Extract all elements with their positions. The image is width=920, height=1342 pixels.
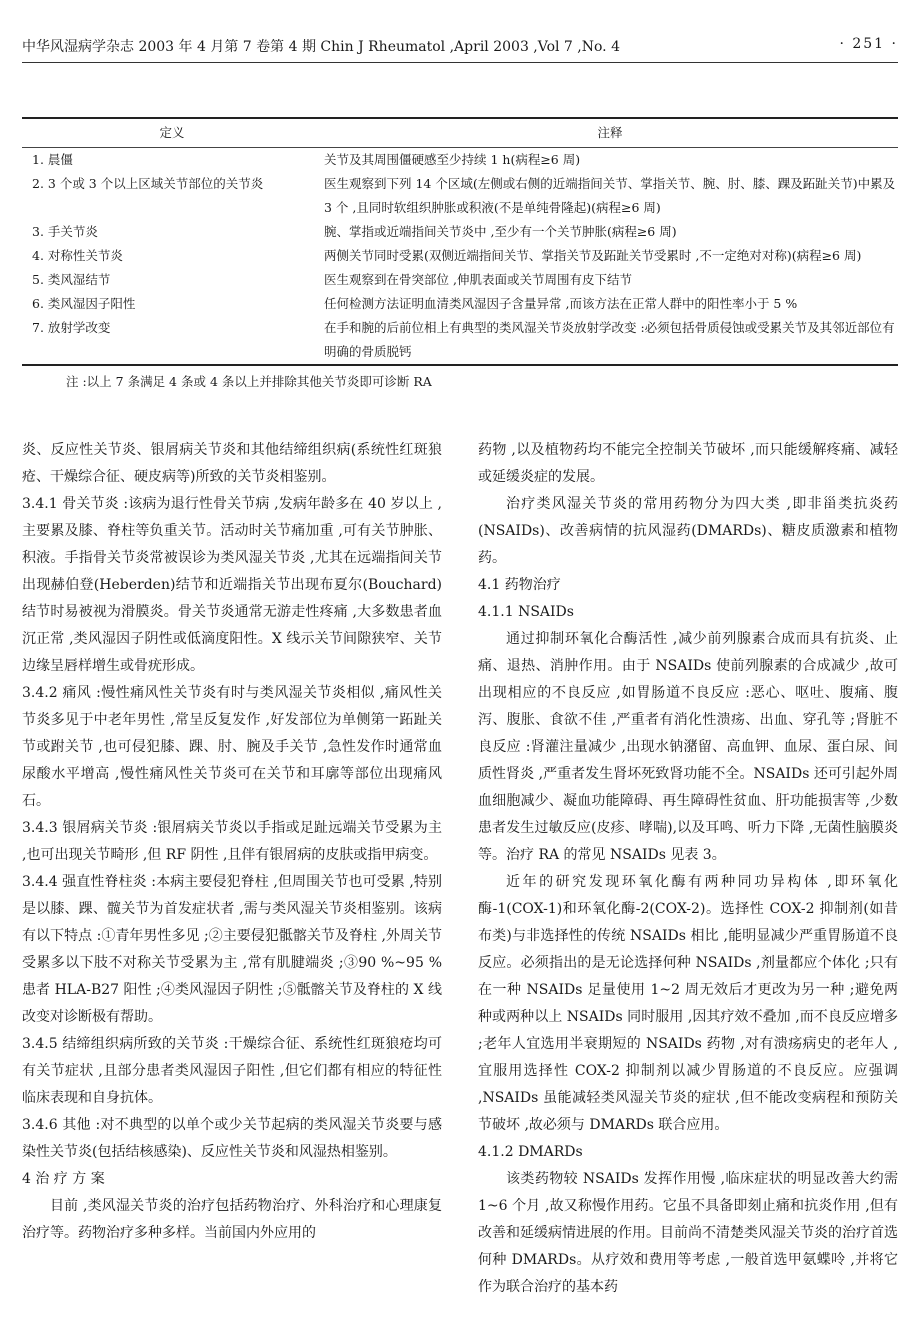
criterion-definition: 1. 晨僵 [32,152,73,167]
body-paragraph: 通过抑制环氧化合酶活性 ,减少前列腺素合成而具有抗炎、止痛、退热、消肿作用。由于 NSAIDs 使前列腺素的合成减少 ,故可出现相应的不良反应 ,如胃肠道不良反应 :恶心、呕吐、腹痛、腹泻、腹胀、食欲不佳 ,严重者有消化性溃疡、出血、穿孔等 ;肾脏不良反应 :肾灌注量减少 ,出现水钠潴留、高血钾、血尿、蛋白尿、间质性肾炎 ,严重者发生肾坏死致肾功能不全。NSAIDs 还可引起外周血细胞减少、凝血功能障碍、再生障碍性贫血、肝功能损害等 ,少数患者发生过敏反应(皮疹、哮喘),以及耳鸣、听力下降 ,无菌性脑膜炎等。治疗 RA 的常见 NSAIDs 见表 3。 [478,631,898,863]
criterion-note: 两侧关节同时受累(双侧近端指间关节、掌指关节及跖趾关节受累时 ,不一定绝对对称)(病程≥6 周) [324,248,862,263]
criterion-definition: 2. 3 个或 3 个以上区域关节部位的关节炎 [32,176,264,191]
table-footnote: 注 :以上 7 条满足 4 条或 4 条以上并排除其他关节炎即可诊断 RA [66,374,432,389]
page-number: · 251 · [839,36,898,52]
section-paragraph: 3.4.4 强直性脊柱炎 :本病主要侵犯脊柱 ,但周围关节也可受累 ,特别是以膝、踝、髋关节为首发症状者 ,需与类风湿关节炎相鉴别。该病有以下特点 :①青年男性多见 ;②主要侵犯骶髂关节及脊柱 ,外周关节受累多以下肢不对称关节受累为主 ,常有肌腱端炎 ;③90 %~95 %患者 HLA-B27 阳性 ;④类风湿因子阴性 ;⑤骶髂关节及脊柱的 X 线改变对诊断极有帮助。 [22,874,442,1025]
table-row [22,268,898,292]
criterion-definition: 5. 类风湿结节 [32,272,111,287]
left-column [22,437,442,1301]
section-paragraph: 4.1.1 NSAIDs [478,604,574,620]
table-row [22,220,898,244]
body-paragraph: 治疗类风湿关节炎的常用药物分为四大类 ,即非甾类抗炎药(NSAIDs)、改善病情的抗风湿药(DMARDs)、糖皮质激素和植物药。 [478,496,898,566]
body-paragraph: 药物 ,以及植物药均不能完全控制关节破坏 ,而只能缓解疼痛、减轻或延缓炎症的发展。 [478,442,898,485]
body-paragraph: 炎、反应性关节炎、银屑病关节炎和其他结缔组织病(系统性红斑狼疮、干燥综合征、硬皮病等)所致的关节炎相鉴别。 [22,442,442,485]
criterion-note: 医生观察到下列 14 个区域(左侧或右侧的近端指间关节、掌指关节、腕、肘、膝、踝及跖趾关节)中累及 3 个 ,且同时软组织肿胀或积液(不是单纯骨隆起)(病程≥6 周) [324,176,896,215]
section-paragraph: 4 治 疗 方 案 [22,1171,105,1187]
section-paragraph: 3.4.2 痛风 :慢性痛风性关节炎有时与类风湿关节炎相似 ,痛风性关节炎多见于中老年男性 ,常呈反复发作 ,好发部位为单侧第一跖趾关节或跗关节 ,也可侵犯膝、踝、肘、腕及手关节 ,急性发作时通常血尿酸水平增高 ,慢性痛风性关节炎可在关节和耳廓等部位出现痛风石。 [22,685,442,809]
table-row [22,244,898,268]
section-paragraph: 3.4.6 其他 :对不典型的以单个或少关节起病的类风湿关节炎要与感染性关节炎(包括结核感染)、反应性关节炎和风湿热相鉴别。 [22,1117,442,1160]
page-header [22,36,898,56]
criteria-table-block [22,117,898,392]
body-paragraph: 目前 ,类风湿关节炎的治疗包括药物治疗、外科治疗和心理康复治疗等。药物治疗多种多样。当前国内外应用的 [22,1198,442,1241]
column-header-note: 注释 [322,118,898,148]
table-row [22,292,898,316]
criterion-note: 腕、掌指或近端指间关节炎中 ,至少有一个关节肿胀(病程≥6 周) [324,224,677,239]
body-paragraph: 该类药物较 NSAIDs 发挥作用慢 ,临床症状的明显改善大约需 1~6 个月 ,故又称慢作用药。它虽不具备即刻止痛和抗炎作用 ,但有改善和延缓病情进展的作用。目前尚不清楚类风湿关节炎的治疗首选何种 DMARDs。从疗效和费用等考虑 ,一般首选甲氨蝶呤 ,并将它作为联合治疗的基本药 [478,1171,898,1295]
table-row [22,172,898,220]
section-paragraph: 3.4.1 骨关节炎 :该病为退行性骨关节病 ,发病年龄多在 40 岁以上 ,主要累及膝、脊柱等负重关节。活动时关节痛加重 ,可有关节肿胀、积液。手指骨关节炎常被误诊为类风湿关节炎 ,尤其在远端指间关节出现赫伯登(Heberden)结节和近端指关节出现布夏尔(Bouchard)结节时易被视为滑膜炎。骨关节炎通常无游走性疼痛 ,大多数患者血沉正常 ,类风湿因子阴性或低滴度阳性。X 线示关节间隙狭窄、关节边缘呈唇样增生或骨疣形成。 [22,496,442,674]
journal-citation: 中华风湿病学杂志 2003 年 4 月第 7 卷第 4 期 Chin J Rheumatol ,April 2003 ,Vol 7 ,No. 4 [22,39,620,55]
criterion-definition: 7. 放射学改变 [22,316,322,365]
header-rule [22,62,898,63]
criterion-note: 关节及其周围僵硬感至少持续 1 h(病程≥6 周) [324,152,581,167]
body-paragraph: 近年的研究发现环氧化酶有两种同功异构体 ,即环氧化酶-1(COX-1)和环氧化酶-2(COX-2)。选择性 COX-2 抑制剂(如昔布类)与非选择性的传统 NSAIDs 相比 ,能明显减少严重胃肠道不良反应。必须指出的是无论选择何种 NSAIDs ,剂量都应个体化 ;只有在一种 NSAIDs 足量使用 1~2 周无效后才更改为另一种 ;避免两种或两种以上 NSAIDs 同时服用 ,因其疗效不叠加 ,而不良反应增多 ;老年人宜选用半衰期短的 NSAIDs 药物 ,对有溃疡病史的老年人 ,宜服用选择性 COX-2 抑制剂以减少胃肠道的不良反应。应强调 ,NSAIDs 虽能减轻类风湿关节炎的症状 ,但不能改变病程和预防关节破坏 ,故必须与 DMARDs 联合应用。 [478,874,898,1133]
section-paragraph: 4.1.2 DMARDs [478,1144,583,1160]
body-columns [22,437,898,1301]
criteria-table [22,117,898,366]
section-paragraph: 4.1 药物治疗 [478,577,561,593]
table-body [22,148,898,366]
section-paragraph: 3.4.3 银屑病关节炎 :银屑病关节炎以手指或足趾远端关节受累为主 ,也可出现关节畸形 ,但 RF 阴性 ,且伴有银屑病的皮肤或指甲病变。 [22,820,442,863]
table-row [22,316,898,365]
column-header-definition: 定义 [22,118,322,148]
criterion-note: 在手和腕的后前位相上有典型的类风湿关节炎放射学改变 :必须包括骨质侵蚀或受累关节及其邻近部位有明确的骨质脱钙 [322,316,898,365]
criterion-note: 医生观察到在骨突部位 ,伸肌表面或关节周围有皮下结节 [324,272,632,287]
criterion-note: 任何检测方法证明血清类风湿因子含量异常 ,而该方法在正常人群中的阳性率小于 5 % [324,296,798,311]
criterion-definition: 6. 类风湿因子阳性 [32,296,136,311]
criterion-definition: 3. 手关节炎 [32,224,98,239]
section-paragraph: 3.4.5 结缔组织病所致的关节炎 :干燥综合征、系统性红斑狼疮均可有关节症状 ,且部分患者类风湿因子阳性 ,但它们都有相应的特征性临床表现和自身抗体。 [22,1036,442,1106]
table-row [22,148,898,173]
criterion-definition: 4. 对称性关节炎 [32,248,123,263]
right-column [478,437,898,1301]
